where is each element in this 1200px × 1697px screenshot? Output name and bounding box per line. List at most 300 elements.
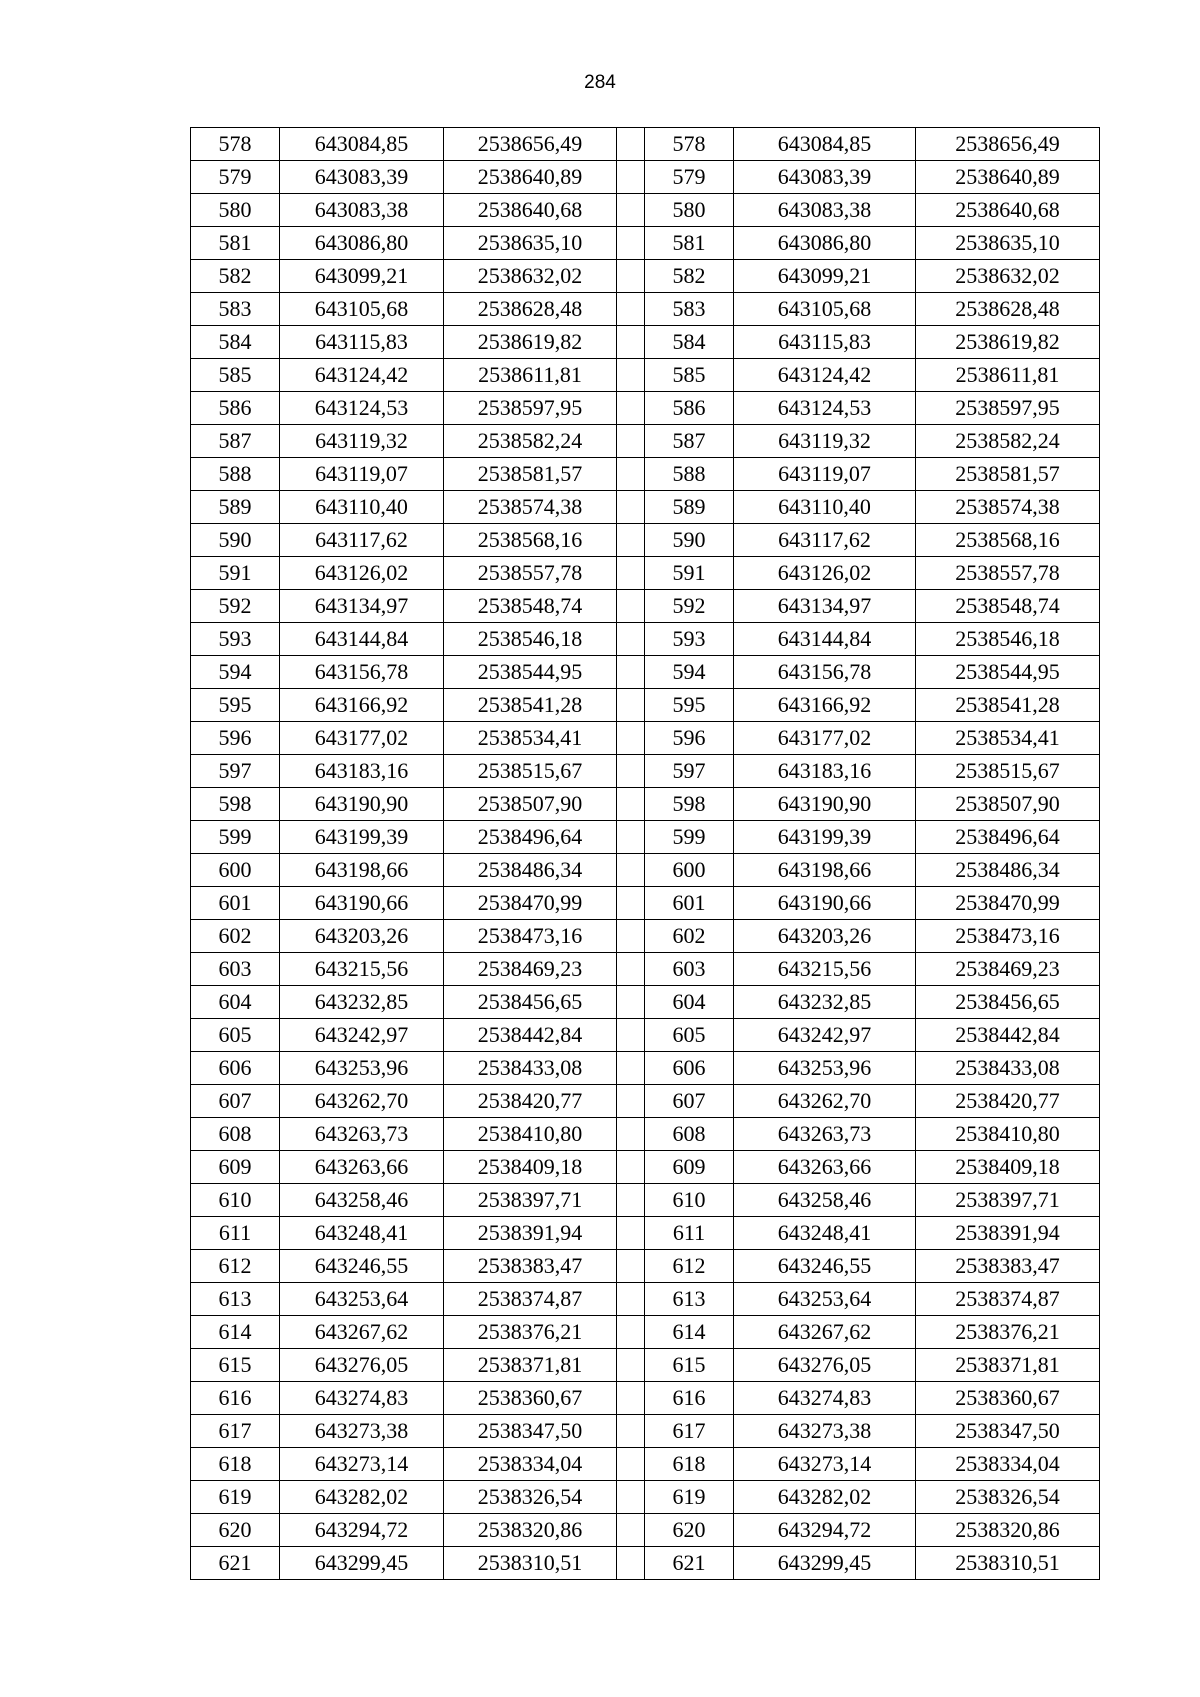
y-coordinate-cell: 2538326,54	[916, 1481, 1100, 1514]
point-number-cell: 616	[191, 1382, 280, 1415]
y-coordinate-cell: 2538597,95	[916, 392, 1100, 425]
point-number-cell: 579	[191, 161, 280, 194]
empty-separator-cell	[617, 1514, 645, 1547]
point-number-cell: 613	[645, 1283, 734, 1316]
y-coordinate-cell: 2538582,24	[444, 425, 617, 458]
empty-separator-cell	[617, 1052, 645, 1085]
x-coordinate-cell: 643253,64	[734, 1283, 916, 1316]
y-coordinate-cell: 2538347,50	[444, 1415, 617, 1448]
y-coordinate-cell: 2538568,16	[916, 524, 1100, 557]
empty-separator-cell	[617, 1283, 645, 1316]
point-number-cell: 612	[191, 1250, 280, 1283]
point-number-cell: 578	[191, 128, 280, 161]
point-number-cell: 601	[645, 887, 734, 920]
table-row	[191, 326, 1100, 359]
x-coordinate-cell: 643274,83	[280, 1382, 444, 1415]
x-coordinate-cell: 643282,02	[280, 1481, 444, 1514]
x-coordinate-cell: 643263,66	[734, 1151, 916, 1184]
empty-separator-cell	[617, 458, 645, 491]
y-coordinate-cell: 2538574,38	[444, 491, 617, 524]
table-row	[191, 755, 1100, 788]
x-coordinate-cell: 643115,83	[280, 326, 444, 359]
x-coordinate-cell: 643267,62	[734, 1316, 916, 1349]
x-coordinate-cell: 643119,32	[734, 425, 916, 458]
empty-separator-cell	[617, 557, 645, 590]
y-coordinate-cell: 2538442,84	[444, 1019, 617, 1052]
point-number-cell: 607	[645, 1085, 734, 1118]
point-number-cell: 610	[191, 1184, 280, 1217]
x-coordinate-cell: 643083,39	[734, 161, 916, 194]
table-row	[191, 1415, 1100, 1448]
y-coordinate-cell: 2538541,28	[916, 689, 1100, 722]
empty-separator-cell	[617, 722, 645, 755]
table-row	[191, 293, 1100, 326]
table-row	[191, 524, 1100, 557]
point-number-cell: 594	[645, 656, 734, 689]
point-number-cell: 594	[191, 656, 280, 689]
x-coordinate-cell: 643190,66	[280, 887, 444, 920]
x-coordinate-cell: 643124,42	[280, 359, 444, 392]
y-coordinate-cell: 2538442,84	[916, 1019, 1100, 1052]
table-row	[191, 194, 1100, 227]
empty-separator-cell	[617, 854, 645, 887]
y-coordinate-cell: 2538611,81	[916, 359, 1100, 392]
point-number-cell: 617	[191, 1415, 280, 1448]
x-coordinate-cell: 643294,72	[280, 1514, 444, 1547]
table-row	[191, 1019, 1100, 1052]
x-coordinate-cell: 643166,92	[280, 689, 444, 722]
point-number-cell: 589	[645, 491, 734, 524]
empty-separator-cell	[617, 1019, 645, 1052]
x-coordinate-cell: 643110,40	[734, 491, 916, 524]
point-number-cell: 609	[191, 1151, 280, 1184]
empty-separator-cell	[617, 1547, 645, 1580]
y-coordinate-cell: 2538334,04	[916, 1448, 1100, 1481]
y-coordinate-cell: 2538541,28	[444, 689, 617, 722]
x-coordinate-cell: 643086,80	[734, 227, 916, 260]
y-coordinate-cell: 2538597,95	[444, 392, 617, 425]
point-number-cell: 579	[645, 161, 734, 194]
empty-separator-cell	[617, 194, 645, 227]
table-row	[191, 986, 1100, 1019]
x-coordinate-cell: 643105,68	[734, 293, 916, 326]
point-number-cell: 593	[191, 623, 280, 656]
table-row	[191, 260, 1100, 293]
point-number-cell: 608	[191, 1118, 280, 1151]
x-coordinate-cell: 643253,96	[280, 1052, 444, 1085]
x-coordinate-cell: 643253,96	[734, 1052, 916, 1085]
point-number-cell: 582	[191, 260, 280, 293]
page-number: 284	[584, 72, 616, 93]
y-coordinate-cell: 2538310,51	[916, 1547, 1100, 1580]
x-coordinate-cell: 643294,72	[734, 1514, 916, 1547]
point-number-cell: 604	[191, 986, 280, 1019]
y-coordinate-cell: 2538632,02	[444, 260, 617, 293]
point-number-cell: 585	[191, 359, 280, 392]
point-number-cell: 581	[645, 227, 734, 260]
table-row	[191, 1085, 1100, 1118]
y-coordinate-cell: 2538360,67	[916, 1382, 1100, 1415]
y-coordinate-cell: 2538544,95	[444, 656, 617, 689]
y-coordinate-cell: 2538546,18	[444, 623, 617, 656]
x-coordinate-cell: 643262,70	[734, 1085, 916, 1118]
x-coordinate-cell: 643105,68	[280, 293, 444, 326]
point-number-cell: 613	[191, 1283, 280, 1316]
point-number-cell: 599	[191, 821, 280, 854]
y-coordinate-cell: 2538374,87	[444, 1283, 617, 1316]
y-coordinate-cell: 2538568,16	[444, 524, 617, 557]
x-coordinate-cell: 643183,16	[734, 755, 916, 788]
table-row	[191, 1052, 1100, 1085]
table-row	[191, 1448, 1100, 1481]
x-coordinate-cell: 643086,80	[280, 227, 444, 260]
x-coordinate-cell: 643299,45	[280, 1547, 444, 1580]
point-number-cell: 607	[191, 1085, 280, 1118]
empty-separator-cell	[617, 788, 645, 821]
point-number-cell: 584	[645, 326, 734, 359]
point-number-cell: 619	[645, 1481, 734, 1514]
x-coordinate-cell: 643232,85	[734, 986, 916, 1019]
table-row	[191, 1217, 1100, 1250]
point-number-cell: 578	[645, 128, 734, 161]
y-coordinate-cell: 2538574,38	[916, 491, 1100, 524]
table-row	[191, 1184, 1100, 1217]
table-row	[191, 953, 1100, 986]
x-coordinate-cell: 643276,05	[734, 1349, 916, 1382]
y-coordinate-cell: 2538391,94	[444, 1217, 617, 1250]
point-number-cell: 611	[645, 1217, 734, 1250]
table-row	[191, 161, 1100, 194]
x-coordinate-cell: 643253,64	[280, 1283, 444, 1316]
y-coordinate-cell: 2538640,68	[916, 194, 1100, 227]
x-coordinate-cell: 643083,38	[734, 194, 916, 227]
y-coordinate-cell: 2538557,78	[916, 557, 1100, 590]
y-coordinate-cell: 2538469,23	[916, 953, 1100, 986]
y-coordinate-cell: 2538507,90	[444, 788, 617, 821]
x-coordinate-cell: 643156,78	[280, 656, 444, 689]
empty-separator-cell	[617, 1118, 645, 1151]
table-row	[191, 854, 1100, 887]
y-coordinate-cell: 2538628,48	[916, 293, 1100, 326]
y-coordinate-cell: 2538397,71	[916, 1184, 1100, 1217]
y-coordinate-cell: 2538456,65	[916, 986, 1100, 1019]
point-number-cell: 604	[645, 986, 734, 1019]
x-coordinate-cell: 643190,90	[280, 788, 444, 821]
point-number-cell: 588	[645, 458, 734, 491]
empty-separator-cell	[617, 293, 645, 326]
point-number-cell: 614	[645, 1316, 734, 1349]
point-number-cell: 591	[191, 557, 280, 590]
y-coordinate-cell: 2538470,99	[444, 887, 617, 920]
point-number-cell: 598	[191, 788, 280, 821]
y-coordinate-cell: 2538334,04	[444, 1448, 617, 1481]
y-coordinate-cell: 2538581,57	[916, 458, 1100, 491]
point-number-cell: 592	[645, 590, 734, 623]
point-number-cell: 603	[645, 953, 734, 986]
y-coordinate-cell: 2538619,82	[444, 326, 617, 359]
point-number-cell: 595	[645, 689, 734, 722]
table-row	[191, 392, 1100, 425]
table-row	[191, 1481, 1100, 1514]
y-coordinate-cell: 2538433,08	[444, 1052, 617, 1085]
point-number-cell: 596	[645, 722, 734, 755]
x-coordinate-cell: 643203,26	[734, 920, 916, 953]
y-coordinate-cell: 2538515,67	[916, 755, 1100, 788]
point-number-cell: 600	[645, 854, 734, 887]
x-coordinate-cell: 643263,73	[734, 1118, 916, 1151]
x-coordinate-cell: 643177,02	[734, 722, 916, 755]
y-coordinate-cell: 2538548,74	[916, 590, 1100, 623]
empty-separator-cell	[617, 1349, 645, 1382]
table-row	[191, 722, 1100, 755]
point-number-cell: 588	[191, 458, 280, 491]
empty-separator-cell	[617, 128, 645, 161]
empty-separator-cell	[617, 920, 645, 953]
point-number-cell: 587	[191, 425, 280, 458]
empty-separator-cell	[617, 656, 645, 689]
point-number-cell: 615	[191, 1349, 280, 1382]
x-coordinate-cell: 643203,26	[280, 920, 444, 953]
y-coordinate-cell: 2538374,87	[916, 1283, 1100, 1316]
table-row	[191, 128, 1100, 161]
point-number-cell: 585	[645, 359, 734, 392]
point-number-cell: 590	[191, 524, 280, 557]
x-coordinate-cell: 643124,42	[734, 359, 916, 392]
x-coordinate-cell: 643263,73	[280, 1118, 444, 1151]
y-coordinate-cell: 2538507,90	[916, 788, 1100, 821]
x-coordinate-cell: 643156,78	[734, 656, 916, 689]
y-coordinate-cell: 2538544,95	[916, 656, 1100, 689]
y-coordinate-cell: 2538326,54	[444, 1481, 617, 1514]
x-coordinate-cell: 643242,97	[280, 1019, 444, 1052]
table-row	[191, 887, 1100, 920]
x-coordinate-cell: 643274,83	[734, 1382, 916, 1415]
y-coordinate-cell: 2538420,77	[916, 1085, 1100, 1118]
y-coordinate-cell: 2538486,34	[444, 854, 617, 887]
x-coordinate-cell: 643248,41	[280, 1217, 444, 1250]
y-coordinate-cell: 2538473,16	[916, 920, 1100, 953]
x-coordinate-cell: 643199,39	[280, 821, 444, 854]
y-coordinate-cell: 2538360,67	[444, 1382, 617, 1415]
empty-separator-cell	[617, 953, 645, 986]
y-coordinate-cell: 2538397,71	[444, 1184, 617, 1217]
y-coordinate-cell: 2538611,81	[444, 359, 617, 392]
x-coordinate-cell: 643099,21	[734, 260, 916, 293]
point-number-cell: 598	[645, 788, 734, 821]
x-coordinate-cell: 643273,14	[734, 1448, 916, 1481]
empty-separator-cell	[617, 1217, 645, 1250]
point-number-cell: 591	[645, 557, 734, 590]
x-coordinate-cell: 643258,46	[280, 1184, 444, 1217]
x-coordinate-cell: 643215,56	[734, 953, 916, 986]
y-coordinate-cell: 2538581,57	[444, 458, 617, 491]
empty-separator-cell	[617, 590, 645, 623]
point-number-cell: 602	[645, 920, 734, 953]
x-coordinate-cell: 643144,84	[280, 623, 444, 656]
point-number-cell: 600	[191, 854, 280, 887]
point-number-cell: 606	[191, 1052, 280, 1085]
x-coordinate-cell: 643273,14	[280, 1448, 444, 1481]
x-coordinate-cell: 643198,66	[734, 854, 916, 887]
y-coordinate-cell: 2538656,49	[916, 128, 1100, 161]
empty-separator-cell	[617, 623, 645, 656]
y-coordinate-cell: 2538409,18	[444, 1151, 617, 1184]
y-coordinate-cell: 2538619,82	[916, 326, 1100, 359]
y-coordinate-cell: 2538376,21	[916, 1316, 1100, 1349]
point-number-cell: 608	[645, 1118, 734, 1151]
y-coordinate-cell: 2538635,10	[444, 227, 617, 260]
empty-separator-cell	[617, 986, 645, 1019]
point-number-cell: 580	[191, 194, 280, 227]
point-number-cell: 586	[645, 392, 734, 425]
empty-separator-cell	[617, 1316, 645, 1349]
empty-separator-cell	[617, 755, 645, 788]
y-coordinate-cell: 2538320,86	[444, 1514, 617, 1547]
x-coordinate-cell: 643084,85	[280, 128, 444, 161]
empty-separator-cell	[617, 887, 645, 920]
table-row	[191, 1382, 1100, 1415]
y-coordinate-cell: 2538383,47	[444, 1250, 617, 1283]
x-coordinate-cell: 643166,92	[734, 689, 916, 722]
empty-separator-cell	[617, 1250, 645, 1283]
point-number-cell: 602	[191, 920, 280, 953]
x-coordinate-cell: 643190,66	[734, 887, 916, 920]
y-coordinate-cell: 2538433,08	[916, 1052, 1100, 1085]
empty-separator-cell	[617, 260, 645, 293]
table-row	[191, 359, 1100, 392]
y-coordinate-cell: 2538635,10	[916, 227, 1100, 260]
y-coordinate-cell: 2538456,65	[444, 986, 617, 1019]
table-row	[191, 1118, 1100, 1151]
table-row	[191, 227, 1100, 260]
table-row	[191, 656, 1100, 689]
table-row	[191, 821, 1100, 854]
x-coordinate-cell: 643276,05	[280, 1349, 444, 1382]
x-coordinate-cell: 643282,02	[734, 1481, 916, 1514]
point-number-cell: 599	[645, 821, 734, 854]
empty-separator-cell	[617, 1184, 645, 1217]
y-coordinate-cell: 2538640,89	[444, 161, 617, 194]
y-coordinate-cell: 2538391,94	[916, 1217, 1100, 1250]
y-coordinate-cell: 2538632,02	[916, 260, 1100, 293]
y-coordinate-cell: 2538534,41	[444, 722, 617, 755]
point-number-cell: 605	[645, 1019, 734, 1052]
x-coordinate-cell: 643273,38	[734, 1415, 916, 1448]
y-coordinate-cell: 2538371,81	[916, 1349, 1100, 1382]
x-coordinate-cell: 643177,02	[280, 722, 444, 755]
table-row	[191, 689, 1100, 722]
x-coordinate-cell: 643110,40	[280, 491, 444, 524]
y-coordinate-cell: 2538486,34	[916, 854, 1100, 887]
point-number-cell: 619	[191, 1481, 280, 1514]
point-number-cell: 620	[645, 1514, 734, 1547]
point-number-cell: 583	[645, 293, 734, 326]
table-row	[191, 1283, 1100, 1316]
table-row	[191, 1349, 1100, 1382]
y-coordinate-cell: 2538383,47	[916, 1250, 1100, 1283]
empty-separator-cell	[617, 524, 645, 557]
x-coordinate-cell: 643117,62	[734, 524, 916, 557]
empty-separator-cell	[617, 491, 645, 524]
point-number-cell: 618	[645, 1448, 734, 1481]
table-row	[191, 1250, 1100, 1283]
x-coordinate-cell: 643119,32	[280, 425, 444, 458]
y-coordinate-cell: 2538557,78	[444, 557, 617, 590]
y-coordinate-cell: 2538582,24	[916, 425, 1100, 458]
y-coordinate-cell: 2538376,21	[444, 1316, 617, 1349]
y-coordinate-cell: 2538656,49	[444, 128, 617, 161]
x-coordinate-cell: 643258,46	[734, 1184, 916, 1217]
x-coordinate-cell: 643267,62	[280, 1316, 444, 1349]
point-number-cell: 597	[645, 755, 734, 788]
empty-separator-cell	[617, 227, 645, 260]
table-row	[191, 788, 1100, 821]
point-number-cell: 597	[191, 755, 280, 788]
y-coordinate-cell: 2538534,41	[916, 722, 1100, 755]
point-number-cell: 580	[645, 194, 734, 227]
x-coordinate-cell: 643144,84	[734, 623, 916, 656]
empty-separator-cell	[617, 821, 645, 854]
x-coordinate-cell: 643246,55	[280, 1250, 444, 1283]
table-row	[191, 491, 1100, 524]
empty-separator-cell	[617, 161, 645, 194]
y-coordinate-cell: 2538546,18	[916, 623, 1100, 656]
empty-separator-cell	[617, 425, 645, 458]
x-coordinate-cell: 643124,53	[734, 392, 916, 425]
point-number-cell: 586	[191, 392, 280, 425]
x-coordinate-cell: 643183,16	[280, 755, 444, 788]
point-number-cell: 614	[191, 1316, 280, 1349]
x-coordinate-cell: 643083,38	[280, 194, 444, 227]
point-number-cell: 603	[191, 953, 280, 986]
x-coordinate-cell: 643117,62	[280, 524, 444, 557]
x-coordinate-cell: 643124,53	[280, 392, 444, 425]
y-coordinate-cell: 2538320,86	[916, 1514, 1100, 1547]
x-coordinate-cell: 643215,56	[280, 953, 444, 986]
x-coordinate-cell: 643299,45	[734, 1547, 916, 1580]
point-number-cell: 593	[645, 623, 734, 656]
y-coordinate-cell: 2538640,89	[916, 161, 1100, 194]
point-number-cell: 587	[645, 425, 734, 458]
point-number-cell: 589	[191, 491, 280, 524]
table-row	[191, 623, 1100, 656]
x-coordinate-cell: 643242,97	[734, 1019, 916, 1052]
point-number-cell: 618	[191, 1448, 280, 1481]
x-coordinate-cell: 643273,38	[280, 1415, 444, 1448]
point-number-cell: 605	[191, 1019, 280, 1052]
point-number-cell: 583	[191, 293, 280, 326]
point-number-cell: 590	[645, 524, 734, 557]
point-number-cell: 609	[645, 1151, 734, 1184]
x-coordinate-cell: 643198,66	[280, 854, 444, 887]
point-number-cell: 621	[191, 1547, 280, 1580]
table-row	[191, 920, 1100, 953]
point-number-cell: 601	[191, 887, 280, 920]
empty-separator-cell	[617, 326, 645, 359]
y-coordinate-cell: 2538496,64	[444, 821, 617, 854]
y-coordinate-cell: 2538409,18	[916, 1151, 1100, 1184]
y-coordinate-cell: 2538410,80	[444, 1118, 617, 1151]
x-coordinate-cell: 643126,02	[280, 557, 444, 590]
empty-separator-cell	[617, 1382, 645, 1415]
y-coordinate-cell: 2538496,64	[916, 821, 1100, 854]
point-number-cell: 592	[191, 590, 280, 623]
y-coordinate-cell: 2538473,16	[444, 920, 617, 953]
coordinates-table	[190, 127, 1100, 1580]
x-coordinate-cell: 643115,83	[734, 326, 916, 359]
x-coordinate-cell: 643134,97	[734, 590, 916, 623]
point-number-cell: 606	[645, 1052, 734, 1085]
